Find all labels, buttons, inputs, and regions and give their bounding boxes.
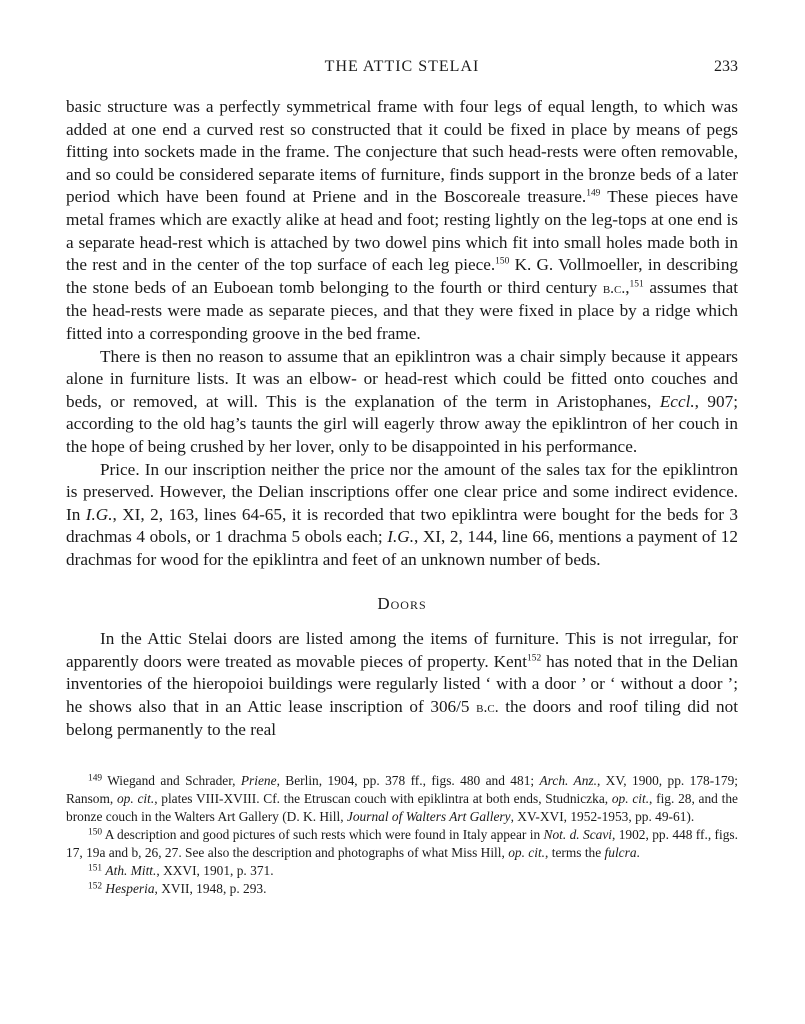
p1-era-abbrev: b.c. [602,279,626,297]
paragraph-3 [66,459,738,572]
p1-text-3: K. G. Vollmoeller, in describing the stone beds of an Euboean tomb belonging to the fourth or third century [66,255,739,297]
fn150-italic-1: Not. d. Scavi [543,827,612,843]
p3-text-2: , XI, 2, 163, lines 64-65, it is recorded that two epiklintra were bought for the beds for 3 drachmas 4 obols, or 1 drachma 5 obols each; [66,504,738,547]
footnote-149 [66,772,738,826]
fn149-text-4: , plates VIII-XVIII. Cf. the Etruscan couch with epiklintra at both ends, Studniczka, [154,791,612,807]
p2-text-1: There is then no reason to assume that an epiklintron was a chair simply because it appears alone in furniture lists. It was an elbow- or head-rest which could be fitted onto couches and beds, or removed, at will. This is the explanation of the term in Aristophanes, [66,346,738,411]
running-title: THE ATTIC STELAI [324,58,480,75]
fn150-text-2: , 1902, pp. 448 ff., figs. 17, 19a and b, 26, 27. See also the description and photographs of what Miss Hill, [66,827,738,861]
footnotes [66,772,738,898]
p1-text-1: basic structure was a perfectly symmetrical frame with four legs of equal length, to which was added at one end a curved rest so constructed that it could be fixed in place by means of pegs fitting into sockets made in the frame. The conjecture that such head-rests were often removable, and so could be considered separate items of furniture, finds support in the bronze beds of a later period which have been found at Priene and in the Boscoreale treasure. [66,97,738,207]
footnote-number: 150 [88,827,103,838]
fn152-italic-1: Hesperia [105,881,155,897]
fn149-text-5: , fig. 28, and the bronze couch in the Walters Art Gallery (D. K. Hill, [66,791,738,825]
fn149-italic-4: op. cit. [611,791,650,807]
paragraph-2 [66,346,738,459]
footnote-ref-151[interactable]: 151 [629,279,644,290]
footnote-number: 152 [88,881,103,892]
paragraph-4 [66,628,738,742]
p4-text-1: In the Attic Stelai doors are listed among the items of furniture. This is not irregular, for apparently doors were treated as movable pieces of property. Kent [66,629,738,671]
fn149-text-2: , Berlin, 1904, pp. 378 ff., figs. 480 and 481; [276,773,540,789]
page-number: 233 [714,58,738,75]
p2-citation: Eccl. [659,391,695,411]
fn150-italic-2: op. cit. [508,845,546,861]
fn149-text-3: , XV, 1900, pp. 178-179; Ransom, [66,773,738,807]
p4-text-2: has noted that in the Delian inventories of the hieropoioi buildings were regularly listed ‘ with a door ’ or ‘ without a door ’; he shows also that in an Attic lease inscription of 306/5 [66,651,738,716]
p3-text-1: Price. In our inscription neither the price nor the amount of the sales tax for the epiklintron is preserved. However, the Delian inscriptions offer one clear price and some indirect evidence. In [66,459,738,524]
p1-text-2: These pieces have metal frames which are exactly alike at head and foot; resting lightly on the leg-tops at one end is a separate head-rest which is attached by two dowel pins which fit into small holes made both in the rest and in the center of the top surface of each leg piece. [66,187,739,275]
fn149-italic-2: Arch. Anz. [539,773,597,789]
fn150-text-1: A description and good pictures of such rests which were found in Italy appear in [102,827,544,843]
section-heading-text: Doors [377,594,427,614]
fn149-italic-3: op. cit. [116,791,155,807]
fn151-text-2: , XXVI, 1901, p. 371. [156,863,274,879]
paragraph-1 [66,96,738,346]
fn150-italic-3: fulcra [604,845,637,861]
p1-comma: , [625,277,630,297]
fn149-text-1: Wiegand and Schrader, [102,773,241,789]
footnote-ref-150[interactable]: 150 [495,256,510,267]
p1-text-4: assumes that the head-rests were made as separate pieces, and that they were fixed in place by a ridge which fitted into a corresponding groove in the bed frame. [66,277,739,343]
footnote-150 [66,826,738,862]
fn149-italic-1: Priene [240,773,277,789]
p4-era-abbrev: b.c. [476,698,499,716]
p4-text-3: the doors and roof tiling did not belong permanently to the real [66,696,738,740]
footnote-152 [66,880,738,898]
p2-text-2: , 907; according to the old hag’s taunts the girl will eagerly throw away the epiklintron of her couch in the hope of being crushed by her lover, only to be disappointed in his performance. [66,391,738,456]
footnote-ref-149[interactable]: 149 [586,188,601,199]
fn149-text-6: , XV-XVI, 1952-1953, pp. 49-61). [510,809,695,825]
body-text [66,96,738,742]
fn151-italic-1: Ath. Mitt. [105,863,157,879]
footnote-number: 149 [88,773,103,784]
fn152-text-2: , XVII, 1948, p. 293. [154,881,267,897]
p3-citation-2: I.G. [387,527,415,547]
page [66,56,738,898]
fn150-text-4: . [636,845,640,861]
footnote-number: 151 [88,863,103,874]
p3-citation-1: I.G. [85,504,113,524]
p3-text-3: , XI, 2, 144, line 66, mentions a payment of 12 drachmas for wood for the epiklintra and feet of an unknown number of beds. [66,527,738,569]
footnote-ref-152[interactable]: 152 [527,653,542,664]
fn150-text-3: , terms the [545,845,605,861]
fn149-italic-5: Journal of Walters Art Gallery [346,809,511,825]
section-heading [66,593,738,616]
footnote-151 [66,862,738,880]
running-head [66,56,738,82]
